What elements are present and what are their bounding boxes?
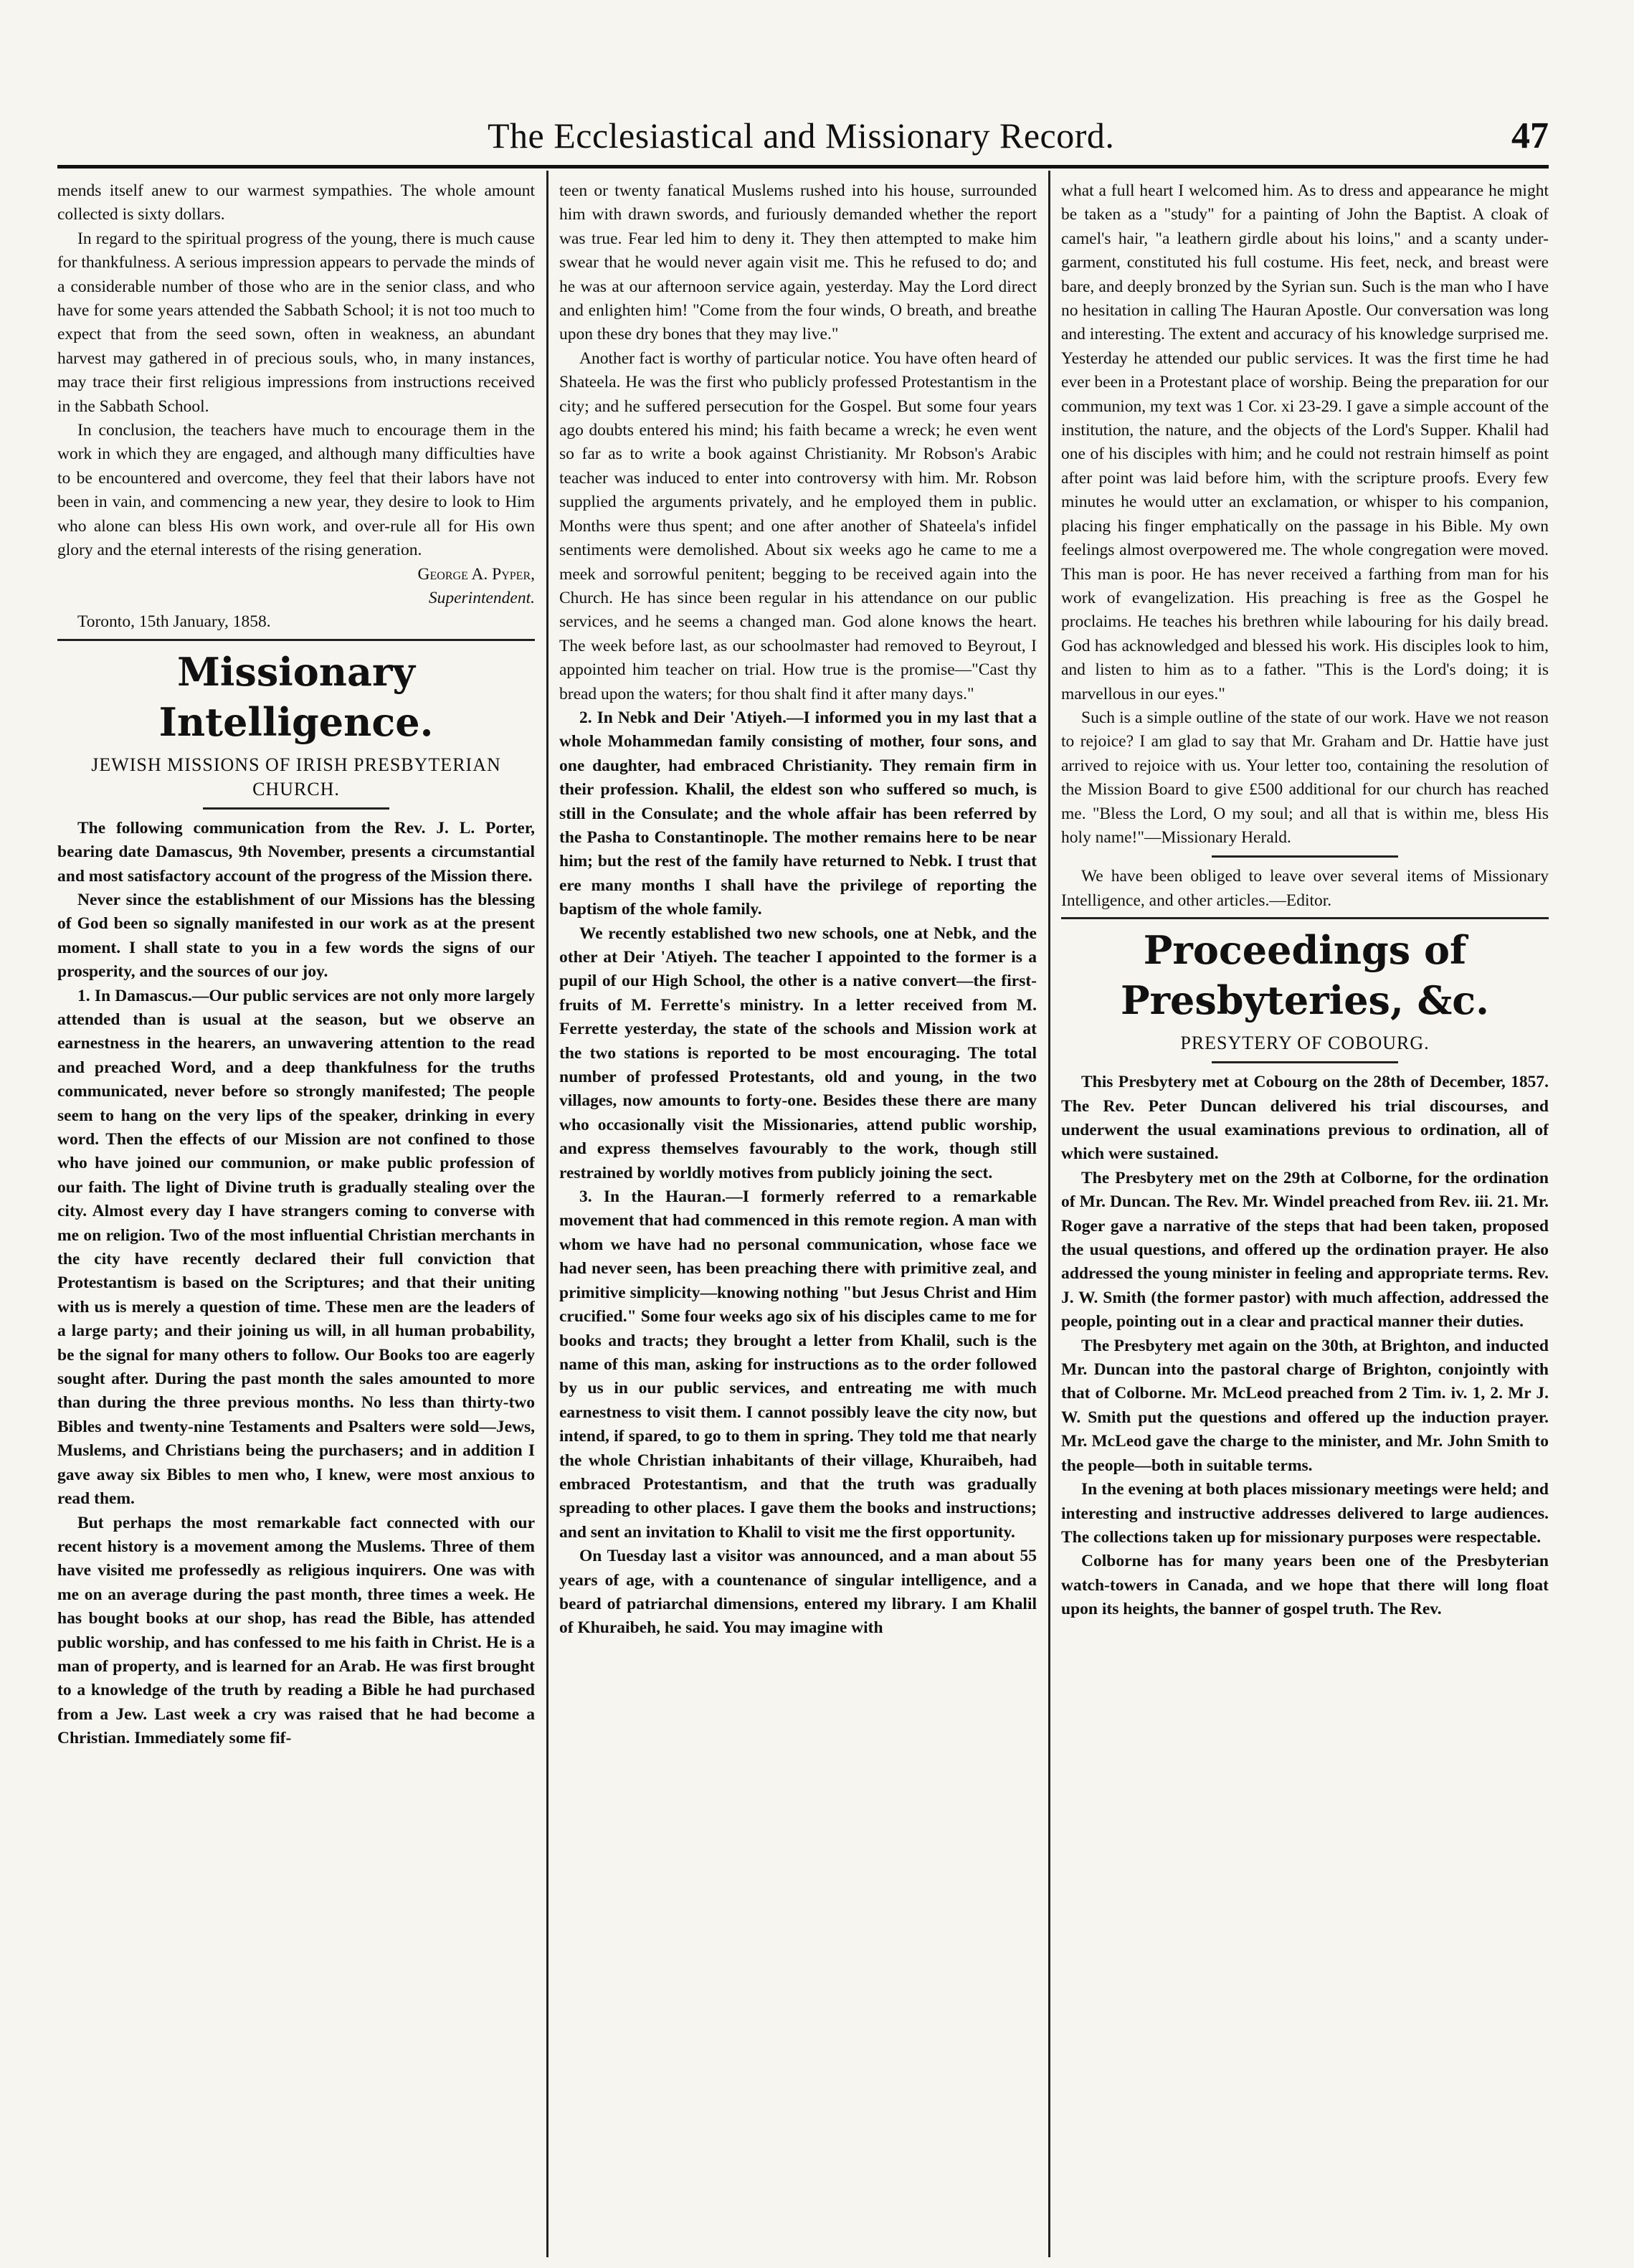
article-heading: JEWISH MISSIONS OF IRISH PRESBYTERIAN CHURCH. bbox=[91, 754, 501, 800]
paragraph: We have been obliged to leave over several items of Missionary Intelligence, and other articles.—Editor. bbox=[1061, 867, 1549, 910]
paragraph: In regard to the spiritual progress of the young, there is much cause for thankfulness. A serious impression appears to pervade the minds of a considerable number of those who are in the senior class, and who have for some years attended the Sabbath School; it is not too much to expect that from the seed sown, often in weakness, an abundant harvest may gathered in of precious souls, who, in many instances, may trace their first religious impressions from instructions received in the Sabbath School. bbox=[57, 229, 535, 416]
paragraph: This Presbytery met at Cobourg on the 28th of December, 1857. The Rev. Peter Duncan delivered his trial discourses, and underwent the usual examinations previous to ordination, all of which were sustained. bbox=[1061, 1073, 1549, 1164]
paragraph: But perhaps the most remarkable fact connected with our recent history is a movement among the Muslems. Three of them have visited me professedly as religious inquirers. One was with me on an average during the past month, three times a week. He has bought books at our shop, has read the Bible, has attended public worship, and has confessed to me his faith in Christ. He is a man of property, and is learned for an Arab. He was first brought to a knowledge of the truth by reading a Bible he had purchased from a Jew. Last week a cry was raised that he had become a Christian. Immediately some fif- bbox=[57, 1513, 535, 1748]
heading-rule bbox=[203, 807, 389, 810]
running-title: The Ecclesiastical and Missionary Record. bbox=[488, 115, 1115, 156]
column-right bbox=[1061, 179, 1549, 2259]
section-divider bbox=[57, 639, 535, 641]
paragraph: Another fact is worthy of particular notice. You have often heard of Shateela. He was the first who publicly professed Protestantism in the city; and he suffered persecution for the Gospel. But some four years ago doubts entered his mind; his faith became a wreck; he even went so far as to write a book against Christianity. Mr Robson's Arabic teacher was induced to enter into controversy with him. Mr. Robson supplied the arguments privately, and he employed them in public. Months were thus spent; and one after another of Shateela's infidel sentiments were demolished. About six weeks ago he came to me a meek and sorrowful penitent; begging to be received again into the Church. He has since been regular in his attendance on our public services, and he seems a changed man. God alone knows the heart. The week before last, as our schoolmaster had removed to Beyrout, I appointed him teacher on trial. How true is the promise—"Cast thy bread upon the waters; for thou shalt find it after many days." bbox=[559, 348, 1037, 703]
page-header bbox=[57, 115, 1549, 169]
paragraph: The following communication from the Rev. J. L. Porter, bearing date Damascus, 9th November, presents a circumstantial and most satisfactory account of the progress of the Mission there. bbox=[57, 818, 535, 886]
dateline: Toronto, 15th January, 1858. bbox=[77, 612, 271, 632]
paragraph: 2. In Nebk and Deir 'Atiyeh.—I informed you in my last that a whole Mohammedan family consisting of mother, four sons, and one daughter, had embraced Christianity. They remain firm in their profession. Khalil, the eldest son who suffered so much, is still in the Consulate; and the whole affair has been referred by the Pasha to Constantinople. The mother remains here to be near him; but the rest of the family have returned to Nebk. I trust that ere many months I shall have the privilege of reporting the baptism of the whole family. bbox=[559, 708, 1037, 919]
page-number: 47 bbox=[1511, 115, 1549, 156]
paragraph: The Presbytery met again on the 30th, at Brighton, and inducted Mr. Duncan into the pastoral charge of Brighton, conjointly with that of Colborne. Mr. McLeod preached from 2 Tim. iv. 1, 2. Mr J. W. Smith put the questions and offered up the induction prayer. Mr. McLeod gave the charge to the minister, and Mr. John Smith to the people—both in suitable terms. bbox=[1061, 1336, 1549, 1475]
signature-title: Superintendent. bbox=[428, 588, 535, 607]
paragraph: 1. In Damascus.—Our public services are not only more largely attended than is usual at the season, but we observe an earnestness in the hearers, an unwavering attention to the read and preached Word, and a deep thankfulness for the truths communicated, never before so strongly manifested; The people seem to hang on the very lips of the speaker, drinking in every word. Then the effects of our Mission are not confined to those who have joined our communion, or make public profession of our faith. The light of Divine truth is gradually stealing over the city. Almost every day I have strangers coming to converse with me on religion. Two of the most influential Christian merchants in the city have recently declared their full conviction that Protestantism is based on the Scriptures; and that their uniting with us is merely a question of time. These men are the leaders of a large party; and their joining us will, in all human probability, be the signal for many others to follow. Our Books too are eagerly sought after. During the past month the sales amounted to more than during the three previous months. No less than thirty-two Bibles and twenty-nine Testaments and Psalters were sold—Jews, Muslems, and Christians being the purchasers; and in addition I gave away six Bibles to men who, I knew, were most anxious to read them. bbox=[57, 986, 535, 1509]
paragraph: 3. In the Hauran.—I formerly referred to a remarkable movement that had commenced in this remote region. A man with whom we have had no personal communication, whose face we had never seen, has been preaching there with primitive zeal, and primitive simplicity—knowing nothing "but Jesus Christ and Him crucified." Some four weeks ago six of his disciples came to me for books and tracts; they brought a letter from Khalil, such is the name of this man, asking for instructions as to the order followed by us in our public services, and entreating me with much earnestness to visit them. I cannot possibly leave the city now, but intend, if spared, to go to them in spring. They told me that nearly the whole Christian inhabitants of their village, Khuraibeh, had embraced Protestantism, and that the truth was gradually spreading to other places. I gave them the books and instructions; and sent an invitation to Khalil to visit me the first opportunity. bbox=[559, 1187, 1037, 1542]
paragraph: Such is a simple outline of the state of our work. Have we not reason to rejoice? I am glad to say that Mr. Graham and Dr. Hattie have just arrived to rejoice with us. Your letter too, containing the resolution of the Mission Board to give £500 additional for our church has reached me. "Bless the Lord, O my soul; and all that is within me, bless His holy name!"—Missionary Herald. bbox=[1061, 708, 1549, 847]
signature-name: George A. Pyper, bbox=[417, 564, 535, 584]
column-left bbox=[57, 179, 535, 2259]
section-divider bbox=[1061, 917, 1549, 919]
paragraph: The Presbytery met on the 29th at Colborne, for the ordination of Mr. Duncan. The Rev. Mr. Windel preached from Rev. iii. 21. Mr. Roger gave a narrative of the steps that had been taken, proposed the usual questions, and offered up the ordination prayer. He also addressed the young minister in feeling and appropriate terms. Rev. J. W. Smith (the former pastor) with much affection, addressed the people, pointing out in a clear and practical manner their duties. bbox=[1061, 1168, 1549, 1332]
heading-rule bbox=[1212, 1061, 1398, 1063]
paragraph: In the evening at both places missionary meetings were held; and interesting and instructive addresses delivered to large audiences. The collections taken up for missionary purposes were respectable. bbox=[1061, 1480, 1549, 1547]
column-rule-right bbox=[1048, 171, 1050, 2257]
paragraph: mends itself anew to our warmest sympathies. The whole amount collected is sixty dollars. bbox=[57, 181, 535, 224]
column-middle bbox=[559, 179, 1037, 2259]
separator-rule bbox=[1212, 855, 1398, 858]
paragraph: In conclusion, the teachers have much to encourage them in the work in which they are engaged, and although many difficulties have to be encountered and overcome, they feel that their labors have not been in vain, and commencing a new year, they desire to look to Him who alone can bless His own work, and over-rule all for His own glory and the eternal interests of the rising generation. bbox=[57, 421, 535, 560]
article-heading: PRESYTERY OF COBOURG. bbox=[1180, 1033, 1430, 1054]
paragraph: Never since the establishment of our Missions has the blessing of God been so signally manifested in our work as at the present moment. I shall state to you in a few words the signs of our prosperity, and the sources of our joy. bbox=[57, 890, 535, 982]
paragraph: what a full heart I welcomed him. As to dress and appearance he might be taken as a "study" for a painting of John the Baptist. A cloak of camel's hair, "a leathern girdle about his loins," and a scanty under-garment, constituted his full costume. His feet, neck, and breast were bare, and deeply bronzed by the Syrian sun. Such is the man who I have no hesitation in calling The Hauran Apostle. Our conversation was long and interesting. The extent and accuracy of his knowledge surprised me. Yesterday he attended our public services. It was the first time he had ever been in a Protestant place of worship. Being the preparation for our communion, my text was 1 Cor. xi 23-29. I gave a simple account of the institution, the nature, and the objects of the Lord's Supper. Khalil had one of his disciples with him; and he could not restrain himself as point after point was laid before him, with the scripture proofs. Every few minutes he would utter an exclamation, or whisper to his companion, placing his finger emphatically on the passage in his Bible. My own feelings almost overpowered me. The whole congregation were moved. This man is poor. He has never received a farthing from man for his work of evangelization. His preaching is free as the Gospel he proclaims. He teaches his brethren while labouring for his daily bread. God has acknowledged and blessed his work. His disciples look to him, and listen to him as to a father. "This is the Lord's doing; it is marvellous in our eyes." bbox=[1061, 181, 1549, 703]
paragraph: teen or twenty fanatical Muslems rushed into his house, surrounded him with drawn swords, and furiously demanded whether the report was true. Fear led him to deny it. They then attempted to make him swear that he would never again visit me. This he refused to do; and he was at our afternoon service again, yesterday. May the Lord direct and enlighten him! "Come from the four winds, O breath, and breathe upon these dry bones that they may live." bbox=[559, 181, 1037, 344]
paragraph: On Tuesday last a visitor was announced, and a man about 55 years of age, with a countenance of singular intelligence, and a beard of patriarchal dimensions, entered my library. I am Khalil of Khuraibeh, he said. You may imagine with bbox=[559, 1547, 1037, 1638]
section-heading-presbyteries: Proceedings of Presbyteries, &c. bbox=[1120, 927, 1489, 1024]
paragraph: We recently established two new schools, one at Nebk, and the other at Deir 'Atiyeh. The teacher I appointed to the former is a pupil of our High School, the other is a native convert—the first-fruits of M. Ferrette's ministry. In a letter received from M. Ferrette yesterday, the state of the schools and Mission work at the two stations is reported to be most encouraging. The total number of professed Protestants, old and young, in the two villages, now amounts to forty-one. Besides these there are many who occasionally visit the Missionaries, attend public worship, and express themselves favourably to the work, though still restrained by worldly motives from publicly joining the sect. bbox=[559, 924, 1037, 1182]
paragraph: Colborne has for many years been one of the Presbyterian watch-towers in Canada, and we hope that there will long float upon its heights, the banner of gospel truth. The Rev. bbox=[1061, 1552, 1549, 1619]
section-heading-missionary: Missionary Intelligence. bbox=[158, 648, 434, 745]
column-rule-left bbox=[546, 171, 548, 2257]
